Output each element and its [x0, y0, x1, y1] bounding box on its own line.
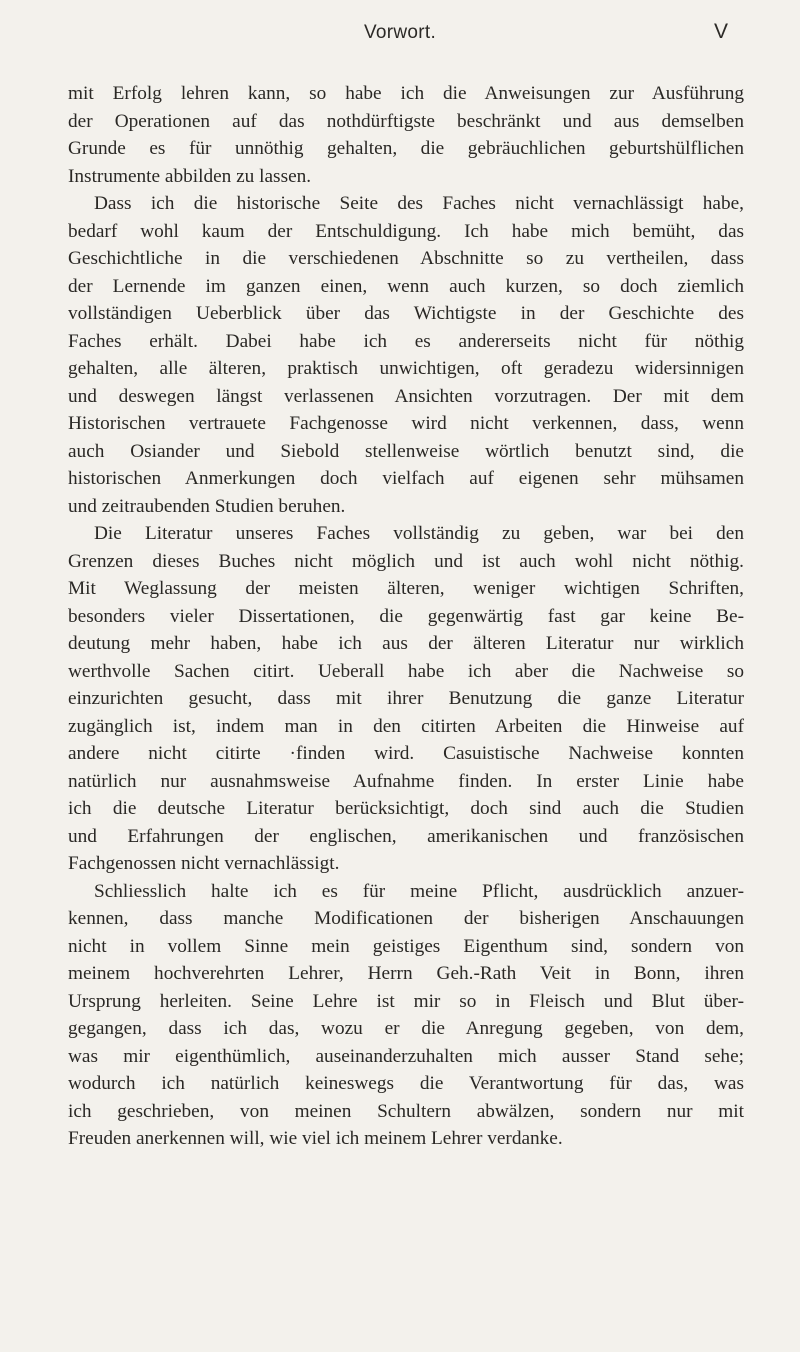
text-line: meinem hochverehrten Lehrer, Herrn Geh.-Rath Veit in Bonn, ihren	[68, 963, 744, 984]
text-line: besonders vieler Dissertationen, die gegenwärtig fast gar keine Be-	[68, 605, 744, 627]
text-line: was mir eigenthümlich, auseinanderzuhalten mich ausser Stand sehe;	[68, 1045, 744, 1067]
running-head	[0, 14, 800, 54]
text-line: der Operationen auf das nothdürftigste beschränkt und aus demselben	[68, 110, 744, 132]
text-line: auch Osiander und Siebold stellenweise wörtlich benutzt sind, die	[68, 440, 744, 462]
text-line: Schliesslich halte ich es für meine Pflicht, ausdrücklich anzuer-	[94, 880, 744, 902]
text-line: Die Literatur unseres Faches vollständig zu geben, war bei den	[94, 523, 744, 544]
text-line: Geschichtliche in die verschiedenen Abschnitte so zu vertheilen, dass	[68, 248, 744, 269]
text-line: natürlich nur ausnahmsweise Aufnahme finden. In erster Linie habe	[68, 770, 744, 792]
text-line: vollständigen Ueberblick über das Wichtigste in der Geschichte des	[68, 303, 744, 324]
text-line: Ursprung herleiten. Seine Lehre ist mir so in Fleisch und Blut über-	[68, 990, 744, 1012]
body-text	[68, 80, 744, 1153]
text-line: deutung mehr haben, habe ich aus der älteren Literatur nur wirklich	[68, 633, 744, 654]
text-line: mit Erfolg lehren kann, so habe ich die Anweisungen zur Ausführung	[68, 83, 744, 104]
text-line: Freuden anerkennen will, wie viel ich meinem Lehrer verdanke.	[68, 1128, 563, 1149]
text-line: gegangen, dass ich das, wozu er die Anregung gegeben, von dem,	[68, 1018, 744, 1039]
text-line: andere nicht citirte ·finden wird. Casuistische Nachweise konnten	[68, 743, 744, 764]
text-line: kennen, dass manche Modificationen der bisherigen Anschauungen	[68, 908, 744, 929]
text-line: historischen Anmerkungen doch vielfach auf eigenen sehr mühsamen	[68, 468, 744, 489]
text-line: Fachgenossen nicht vernachlässigt.	[68, 853, 340, 874]
text-line: Grunde es für unnöthig gehalten, die gebräuchlichen geburtshülflichen	[68, 138, 744, 159]
text-line: bedarf wohl kaum der Entschuldigung. Ich habe mich bemüht, das	[68, 220, 744, 242]
text-line: Historischen vertrauete Fachgenosse wird nicht verkennen, dass, wenn	[68, 413, 744, 434]
text-line: der Lernende im ganzen einen, wenn auch kurzen, so doch ziemlich	[68, 275, 744, 297]
text-line: Faches erhält. Dabei habe ich es andererseits nicht für nöthig	[68, 330, 744, 352]
running-head-title: Vorwort.	[363, 22, 437, 43]
text-line: wodurch ich natürlich keineswegs die Verantwortung für das, was	[68, 1073, 744, 1094]
text-line: ich die deutsche Literatur berücksichtigt, doch sind auch die Studien	[68, 798, 744, 819]
text-line: Mit Weglassung der meisten älteren, weniger wichtigen Schriften,	[68, 578, 744, 599]
text-line: werthvolle Sachen citirt. Ueberall habe ich aber die Nachweise so	[68, 660, 744, 682]
text-line: und deswegen längst verlassenen Ansichten vorzutragen. Der mit dem	[68, 385, 744, 407]
text-line: und Erfahrungen der englischen, amerikanischen und französischen	[68, 825, 744, 847]
text-line: Grenzen dieses Buches nicht möglich und ist auch wohl nicht nöthig.	[68, 550, 744, 572]
text-line: einzurichten gesucht, dass mit ihrer Benutzung die ganze Literatur	[68, 688, 744, 709]
page-number: V	[713, 20, 728, 43]
text-line: nicht in vollem Sinne mein geistiges Eigenthum sind, sondern von	[68, 935, 744, 957]
text-line: gehalten, alle älteren, praktisch unwichtigen, oft geradezu widersinnigen	[68, 358, 744, 379]
text-line: Dass ich die historische Seite des Faches nicht vernachlässigt habe,	[94, 193, 744, 214]
text-line: ich geschrieben, von meinen Schultern abwälzen, sondern nur mit	[68, 1100, 744, 1122]
text-line: Instrumente abbilden zu lassen.	[68, 165, 312, 187]
text-line: zugänglich ist, indem man in den citirten Arbeiten die Hinweise auf	[68, 715, 744, 737]
text-line: und zeitraubenden Studien beruhen.	[68, 495, 346, 517]
